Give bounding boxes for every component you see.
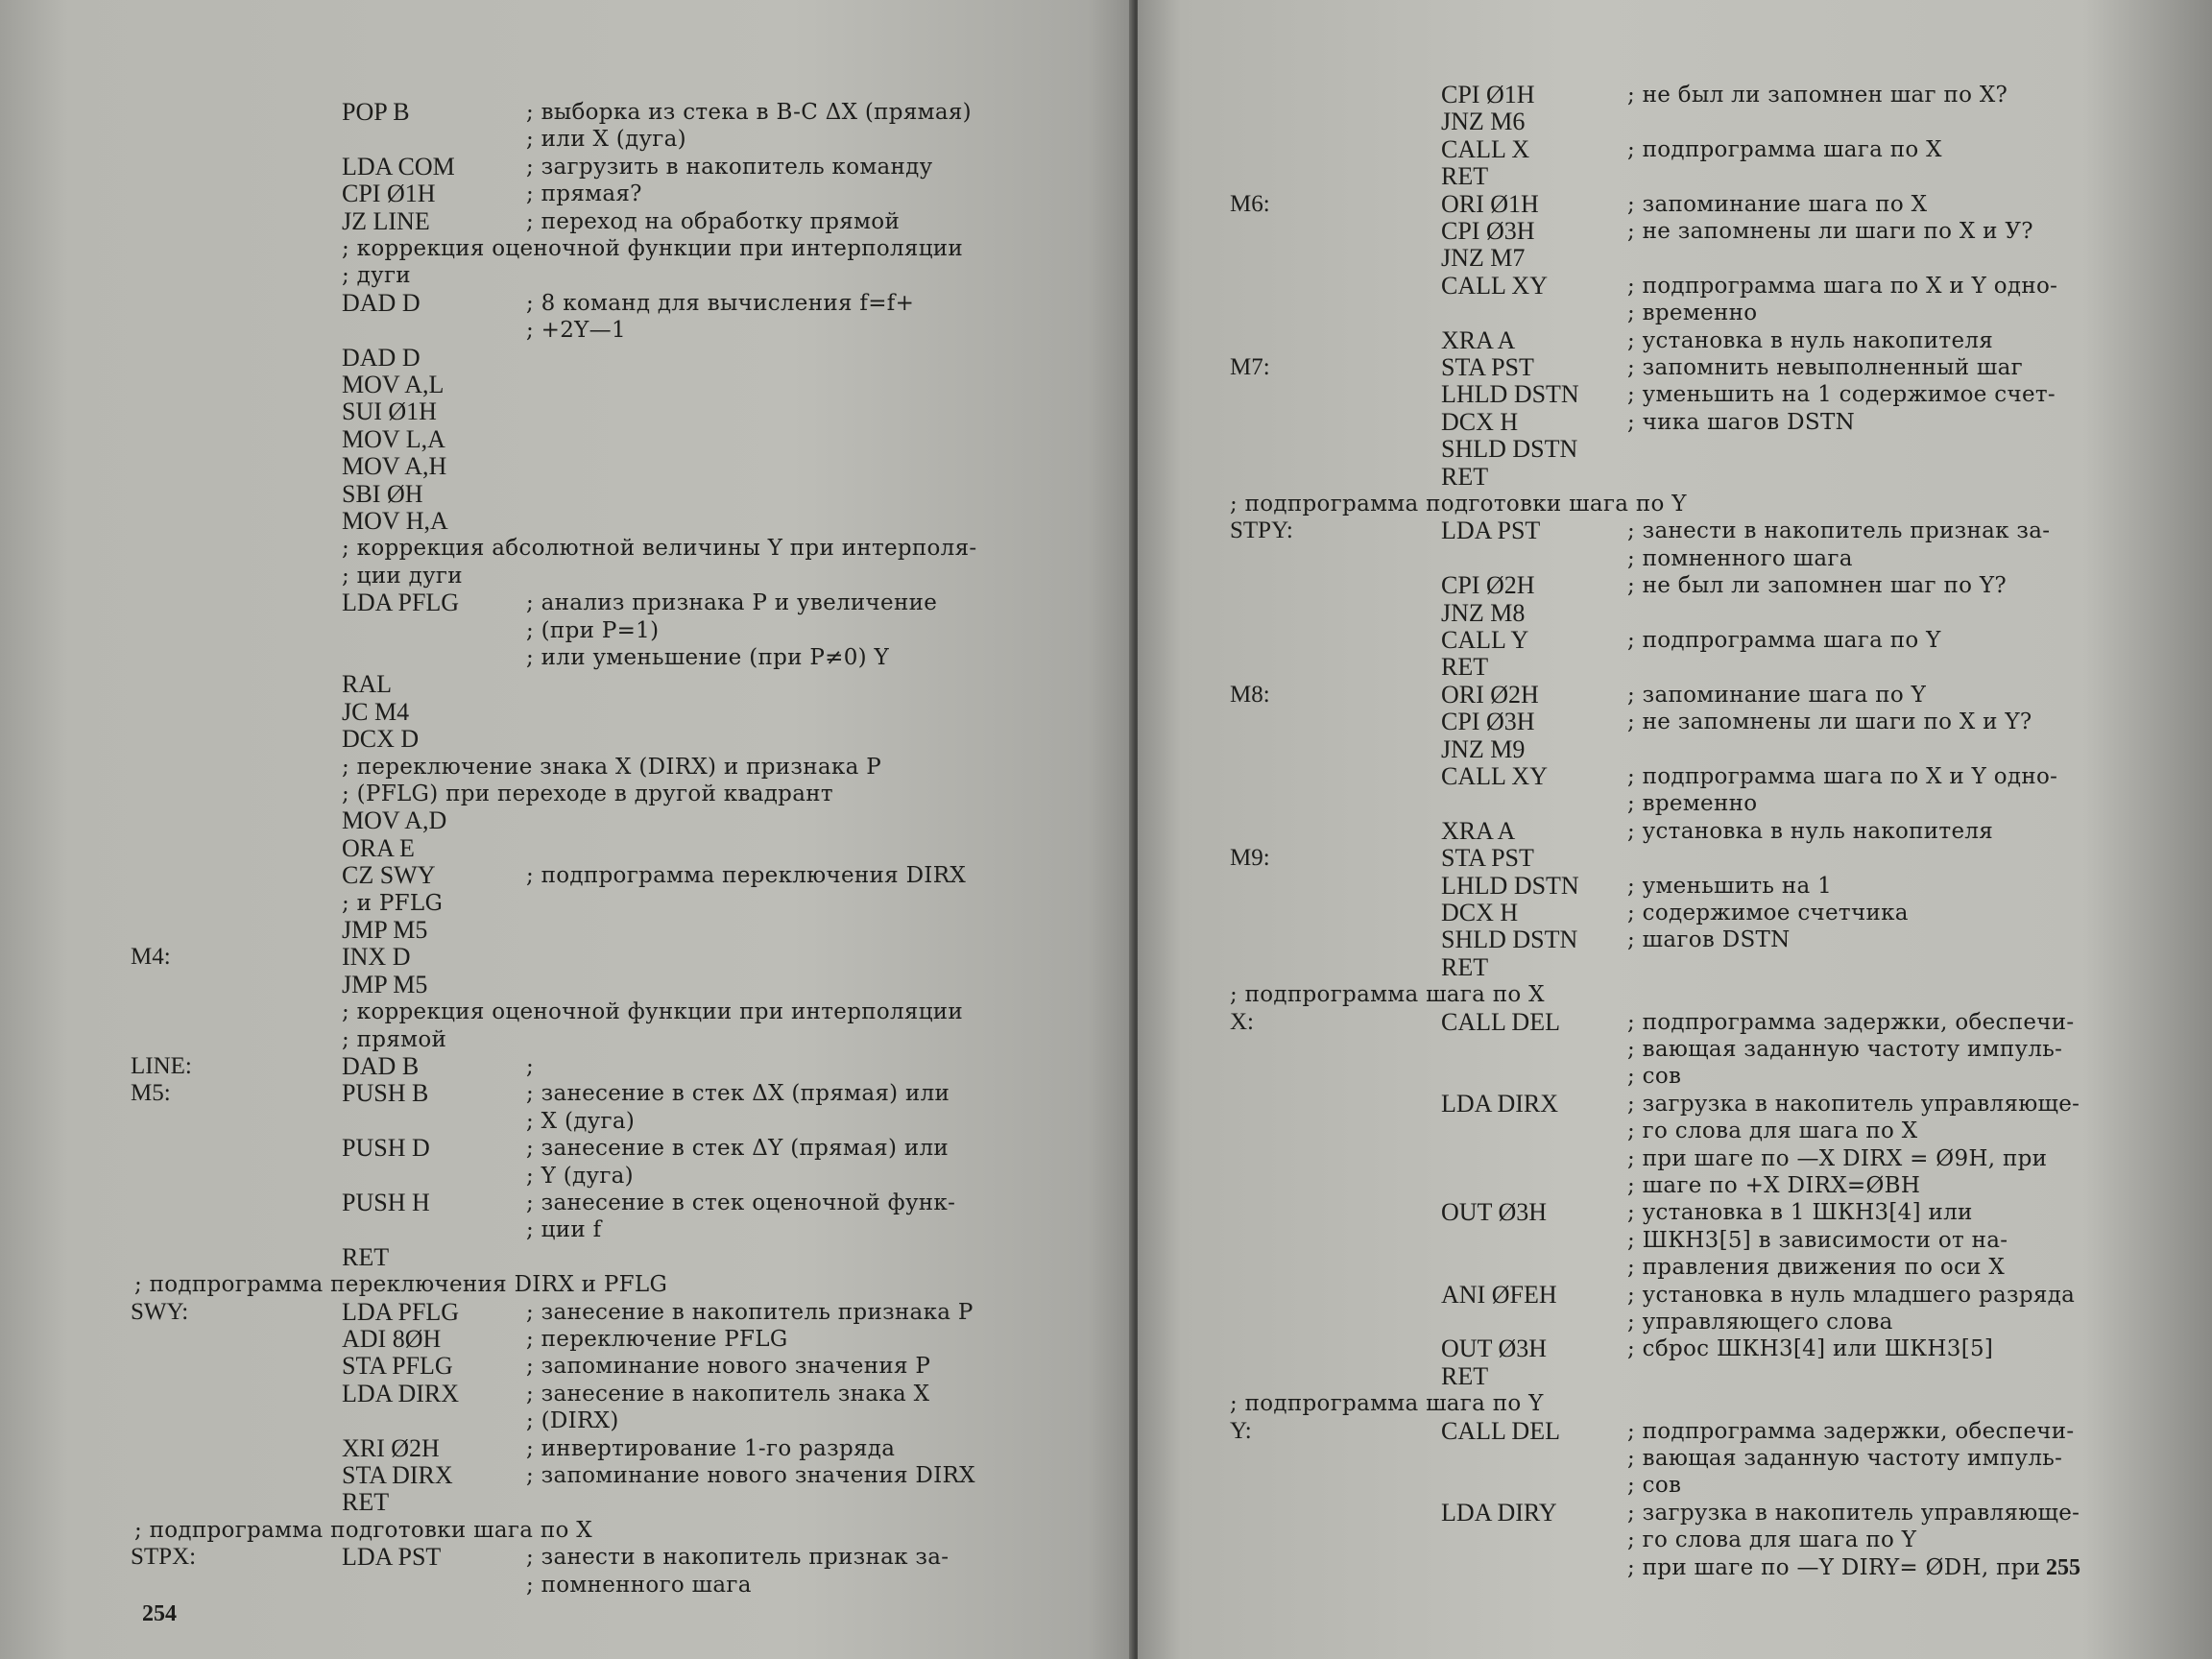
listing-line [1138,926,2212,954]
listing-line [1138,1334,2212,1363]
listing-line [0,289,1133,318]
asm-instruction: JNZ M6 [1441,108,1526,136]
listing-line [0,834,1133,863]
asm-instruction: LDA DIRX [1441,1089,1559,1118]
asm-instruction: ANI ØFEH [1441,1280,1557,1309]
asm-comment: ; запоминание нового значения DIRX [526,1463,975,1488]
listing-line [0,1516,1133,1545]
listing-line [1138,299,2212,327]
asm-comment: ; занесение в накопитель признака P [526,1299,974,1325]
asm-comment: ; выборка из стека в B-C ΔX (прямая) [526,100,972,125]
asm-label: M8: [1230,681,1270,708]
asm-comment: ; установка в 1 ШКН3[4] или [1627,1200,1973,1226]
listing-line [1138,108,2212,136]
listing-line [0,861,1133,890]
asm-comment: ; переключение знака X (DIRX) и признака P [342,754,881,780]
asm-comment: ; временно [1627,791,1758,817]
asm-instruction: MOV A,D [342,806,447,835]
listing-line [1138,571,2212,600]
asm-comment: ; инвертирование 1-го разряда [526,1435,896,1461]
asm-comment: ; подпрограмма переключения DIRX [526,863,966,889]
asm-instruction: MOV A,L [342,371,445,398]
asm-comment: ; ШКН3[5] в зависимости от на- [1627,1227,2008,1253]
asm-comment: ; чика шагов DSTN [1627,409,1856,435]
listing-line [1138,789,2212,818]
listing-line [0,261,1133,290]
asm-comment: ; анализ признака P и увеличение [526,590,938,616]
listing-line [0,98,1133,127]
asm-instruction: PUSH D [342,1134,430,1163]
asm-comment: ; занесение в накопитель знака X [526,1381,930,1407]
asm-comment: ; подпрограмма шага по Y [1627,628,1941,653]
asm-comment: ; коррекция оценочной функции при интерполяции [342,236,964,261]
listing-line [0,1025,1133,1054]
asm-comment: ; +2Y—1 [526,318,626,344]
listing-line [1138,1090,2212,1118]
asm-instruction: SHLD DSTN [1441,435,1578,464]
asm-comment: ; и PFLG [342,890,444,916]
listing-line [1138,1035,2212,1064]
listing-line [1138,653,2212,682]
asm-comment: ; сброс ШКН3[4] или ШКН3[5] [1627,1336,1994,1362]
listing-line [1138,1198,2212,1227]
asm-comment: ; подпрограмма задержки, обеспечи- [1627,1009,2075,1035]
asm-comment: ; подпрограмма шага по X и Y одно- [1627,273,2058,299]
asm-comment: ; вающая заданную частоту импуль- [1627,1446,2063,1471]
asm-comment: ; загрузка в накопитель управляюще- [1627,1500,2080,1526]
asm-instruction: LDA PST [1441,517,1541,545]
asm-comment: ; сов [1627,1064,1682,1090]
listing-line [0,1352,1133,1381]
asm-comment: ; при шаге по —Y DIRY= ØDH, при [1627,1554,2041,1580]
asm-comment: ; подпрограмма шага по Y [1230,1391,1544,1417]
listing-line [1138,1117,2212,1145]
asm-instruction: ORI Ø1H [1441,189,1539,218]
asm-comment: ; занесение в стек оценочной функ- [526,1190,956,1215]
asm-comment: ; подпрограмма задержки, обеспечи- [1627,1418,2075,1444]
listing-line [1138,762,2212,791]
asm-label: M7: [1230,354,1270,380]
listing-line [1138,1171,2212,1200]
listing-line [1138,1308,2212,1336]
asm-instruction: STA DIRX [342,1461,453,1489]
asm-instruction: CPI Ø1H [1441,81,1535,108]
asm-instruction: CPI Ø1H [342,180,436,208]
asm-instruction: POP B [342,98,410,126]
listing-line [0,1407,1133,1435]
listing-line [0,1488,1133,1517]
asm-instruction: LHLD DSTN [1441,380,1579,409]
asm-instruction: RET [1441,653,1489,682]
asm-comment: ; установка в нуль накопителя [1627,818,1994,844]
asm-instruction: MOV L,A [342,424,445,453]
listing-line [0,207,1133,236]
listing-line [1138,844,2212,873]
asm-comment: ; не запомнены ли шаги по X и У? [1627,219,2033,244]
asm-comment: ; не был ли запомнен шаг по Y? [1627,573,2008,599]
listing-line [0,1215,1133,1244]
listing-line [1138,135,2212,164]
asm-comment: ; не запомнены ли шаги по X и Y? [1627,709,2032,735]
listing-line [1138,162,2212,191]
listing-line [1138,408,2212,437]
listing-line [0,753,1133,781]
asm-comment: ; занести в накопитель признак за- [526,1545,950,1571]
asm-instruction: JNZ M8 [1441,598,1526,627]
asm-comment: ; коррекция абсолютной величины Y при интерполя- [342,536,977,562]
asm-instruction: LDA PST [342,1543,442,1572]
asm-comment: ; подпрограмма шага по X и Y одно- [1627,764,2058,789]
listing-line [1138,1226,2212,1255]
asm-comment: ; 8 команд для вычисления f=f+ [526,290,915,316]
asm-instruction: XRA A [1441,325,1516,354]
asm-label: STPY: [1230,517,1293,544]
listing-line [0,1134,1133,1163]
listing-line [0,234,1133,263]
asm-instruction: DAD D [342,343,421,372]
listing-line [1138,681,2212,709]
asm-comment: ; го слова для шага по X [1627,1118,1918,1144]
asm-label: LINE: [131,1053,192,1079]
listing-line [0,1052,1133,1081]
asm-instruction: RET [1441,462,1489,491]
listing-line [1138,490,2212,518]
asm-comment: ; подпрограмма переключения DIRX и PFLG [134,1272,668,1298]
listing-line [1138,517,2212,545]
asm-comment: ; помненного шага [526,1572,752,1598]
listing-line [1138,1144,2212,1173]
listing-line [0,1079,1133,1108]
asm-instruction: PUSH B [342,1079,429,1108]
asm-instruction: XRA A [1441,816,1516,845]
asm-comment: ; коррекция оценочной функции при интерполяции [342,999,964,1025]
asm-comment: ; или X (дуга) [526,127,686,153]
listing-line [1138,1444,2212,1473]
listing-line [1138,353,2212,382]
listing-line [0,725,1133,754]
listing-line [0,397,1133,426]
asm-instruction: CALL XY [1441,762,1548,790]
asm-comment: ; подпрограмма подготовки шага по X [134,1517,592,1543]
asm-instruction: STA PST [1441,844,1534,873]
asm-instruction: LDA PFLG [342,1297,460,1326]
listing-line [1138,1281,2212,1310]
listing-line [1138,1253,2212,1282]
asm-instruction: ADI 8ØH [342,1325,442,1353]
asm-comment: ; подпрограмма подготовки шага по Y [1230,492,1687,517]
asm-instruction: OUT Ø3H [1441,1198,1548,1227]
asm-label: M5: [131,1080,171,1107]
listing-line [0,589,1133,617]
asm-instruction: MOV A,H [342,452,447,481]
listing-line [0,507,1133,536]
asm-instruction: RET [1441,162,1489,191]
asm-comment: ; содержимое счетчика [1627,901,1909,926]
listing-line [0,1461,1133,1490]
asm-label: M9: [1230,845,1270,872]
right-page [1138,0,2212,1659]
right-page-number: 255 [2046,1555,2080,1580]
listing-line [1138,735,2212,764]
listing-line [0,670,1133,699]
asm-instruction: CALL DEL [1441,1416,1560,1445]
listing-line [0,153,1133,181]
asm-comment: ; управляющего слова [1627,1310,1893,1334]
listing-line [0,1380,1133,1408]
asm-instruction: SHLD DSTN [1441,926,1578,954]
listing-line [1138,1389,2212,1418]
asm-instruction: JNZ M7 [1441,244,1526,273]
listing-line [0,643,1133,672]
listing-line [0,534,1133,563]
asm-comment: ; Y (дуга) [526,1163,634,1189]
asm-comment: ; занесение в стек ΔX (прямая) или [526,1081,950,1107]
asm-comment: ; занесение в стек ΔY (прямая) или [526,1136,950,1162]
left-page-number: 254 [142,1601,177,1626]
asm-instruction: CALL X [1441,134,1530,163]
listing-line [0,1571,1133,1599]
asm-comment: ; уменьшить на 1 содержимое счет- [1627,382,2056,408]
listing-line [1138,708,2212,736]
listing-line [1138,380,2212,409]
listing-line [1138,190,2212,219]
listing-line [0,425,1133,454]
listing-line [1138,272,2212,301]
listing-line [1138,1062,2212,1091]
listing-line [1138,1499,2212,1527]
listing-line [1138,1008,2212,1037]
listing-line [0,480,1133,509]
listing-line [1138,980,2212,1009]
listing-line [0,316,1133,345]
listing-line [0,889,1133,918]
asm-comment: ; го слова для шага по Y [1627,1527,1917,1553]
listing-line [0,616,1133,645]
listing-line [0,916,1133,945]
asm-label: M6: [1230,190,1270,217]
asm-instruction: LDA DIRX [342,1379,460,1407]
asm-comment: ; ции f [526,1217,602,1243]
listing-line [1138,1526,2212,1554]
listing-line [1138,463,2212,492]
asm-instruction: JMP M5 [342,970,428,998]
listing-line [0,344,1133,373]
listing-line [1138,872,2212,901]
listing-line [1138,599,2212,628]
asm-comment: ; временно [1627,301,1758,326]
listing-line [1138,817,2212,846]
asm-comment: ; прямая? [526,181,642,207]
asm-instruction: OUT Ø3H [1441,1334,1548,1363]
listing-line [0,1162,1133,1190]
listing-line [0,452,1133,481]
asm-instruction: RET [1441,1361,1489,1390]
asm-comment: ; дуги [342,263,411,289]
listing-line [1138,217,2212,246]
asm-comment: ; помненного шага [1627,545,1853,571]
asm-comment: ; уменьшить на 1 [1627,873,1833,899]
asm-instruction: LDA COM [342,152,455,180]
asm-comment: ; подпрограмма шага по X [1627,136,1942,162]
asm-comment: ; [526,1054,535,1079]
asm-instruction: DCX D [342,725,420,754]
listing-line [0,1107,1133,1136]
asm-instruction: CALL XY [1441,271,1548,300]
asm-comment: ; переключение PFLG [526,1327,788,1352]
asm-instruction: CPI Ø3H [1441,217,1535,245]
asm-instruction: DCX H [1441,407,1519,436]
asm-instruction: CALL DEL [1441,1007,1560,1036]
listing-line [1138,1362,2212,1391]
listing-line [0,1325,1133,1354]
asm-instruction: RET [1441,952,1489,981]
asm-instruction: SUI Ø1H [342,397,437,426]
asm-comment: ; (DIRX) [526,1408,619,1434]
listing-line [1138,1471,2212,1500]
asm-comment: ; (PFLG) при переходе в другой квадрант [342,781,833,806]
listing-line [1138,244,2212,273]
listing-line [1138,435,2212,464]
listing-line [0,1298,1133,1327]
asm-comment: ; правления движения по оси X [1627,1255,2006,1281]
asm-comment: ; прямой [342,1026,447,1052]
asm-instruction: ORI Ø2H [1441,680,1539,709]
asm-comment: ; шаге по +X DIRX=ØBH [1627,1173,1921,1198]
asm-instruction: JC M4 [342,697,410,726]
asm-instruction: CALL Y [1441,626,1529,654]
asm-comment: ; установка в нуль младшего разряда [1627,1282,2076,1308]
asm-instruction: JMP M5 [342,916,428,944]
asm-instruction: CPI Ø2H [1441,571,1535,600]
asm-comment: ; подпрограмма шага по X [1230,982,1545,1008]
listing-line [0,1243,1133,1272]
asm-comment: ; (при P=1) [526,617,660,643]
asm-instruction: XRI Ø2H [342,1433,440,1462]
asm-instruction: CZ SWY [342,861,436,890]
asm-comment: ; X (дуга) [526,1108,636,1134]
asm-comment: ; запоминание шага по Y [1627,682,1927,708]
asm-instruction: DAD D [342,288,421,317]
asm-instruction: DCX H [1441,899,1519,926]
asm-comment: ; установка в нуль накопителя [1627,327,1994,353]
listing-line [0,780,1133,808]
listing-line [1138,544,2212,573]
listing-line [0,1189,1133,1217]
listing-line [1138,1417,2212,1446]
asm-instruction: INX D [342,943,411,972]
asm-comment: ; вающая заданную частоту импуль- [1627,1037,2063,1062]
asm-comment: ; шагов DSTN [1627,927,1791,953]
asm-comment: ; загрузка в накопитель управляюще- [1627,1091,2080,1117]
asm-comment: ; сов [1627,1473,1682,1499]
asm-comment: ; запомнить невыполненный шаг [1627,355,2023,380]
listing-line [0,371,1133,399]
listing-line [1138,899,2212,927]
asm-instruction: RAL [342,670,392,699]
asm-label: M4: [131,944,171,971]
asm-comment: ; занести в накопитель признак за- [1627,518,2051,544]
asm-instruction: MOV H,A [342,507,448,535]
asm-instruction: LHLD DSTN [1441,871,1579,900]
listing-line [0,943,1133,972]
listing-line [0,1270,1133,1299]
listing-line [1138,326,2212,355]
asm-comment: ; запоминание шага по X [1627,191,1928,217]
asm-comment: ; переход на обработку прямой [526,208,901,234]
asm-comment: ; запоминание нового значения P [526,1354,931,1380]
asm-instruction: CPI Ø3H [1441,708,1535,736]
listing-line [1138,626,2212,655]
asm-instruction: STA PFLG [342,1352,453,1381]
asm-comment: ; ции дуги [342,563,463,589]
asm-label: X: [1230,1008,1254,1035]
asm-instruction: PUSH H [342,1189,430,1216]
listing-line [0,806,1133,835]
listing-line [0,698,1133,727]
asm-label: Y: [1230,1417,1252,1444]
listing-line [0,998,1133,1026]
asm-instruction: RET [342,1242,390,1271]
asm-instruction: JNZ M9 [1441,734,1526,763]
asm-comment: ; или уменьшение (при P≠0) Y [526,645,890,670]
asm-comment: ; при шаге по —X DIRX = Ø9H, при [1627,1145,2048,1171]
listing-line [1138,81,2212,109]
asm-instruction: RET [342,1488,390,1517]
asm-instruction: SBI ØH [342,479,423,508]
asm-instruction: JZ LINE [342,206,430,235]
asm-comment: ; загрузить в накопитель команду [526,154,933,180]
asm-instruction: LDA DIRY [1441,1498,1557,1527]
listing-line [0,562,1133,590]
asm-label: SWY: [131,1298,189,1325]
listing-line [0,1434,1133,1463]
asm-instruction: STA PST [1441,353,1534,381]
listing-line [0,1543,1133,1572]
asm-instruction: ORA E [342,833,415,862]
asm-label: STPX: [131,1544,197,1571]
asm-comment: ; не был ли запомнен шаг по X? [1627,83,2008,108]
asm-instruction: LDA PFLG [342,589,460,617]
listing-line [0,125,1133,154]
asm-instruction: DAD B [342,1052,420,1080]
listing-line [0,180,1133,208]
listing-line [1138,953,2212,982]
listing-line [0,971,1133,999]
